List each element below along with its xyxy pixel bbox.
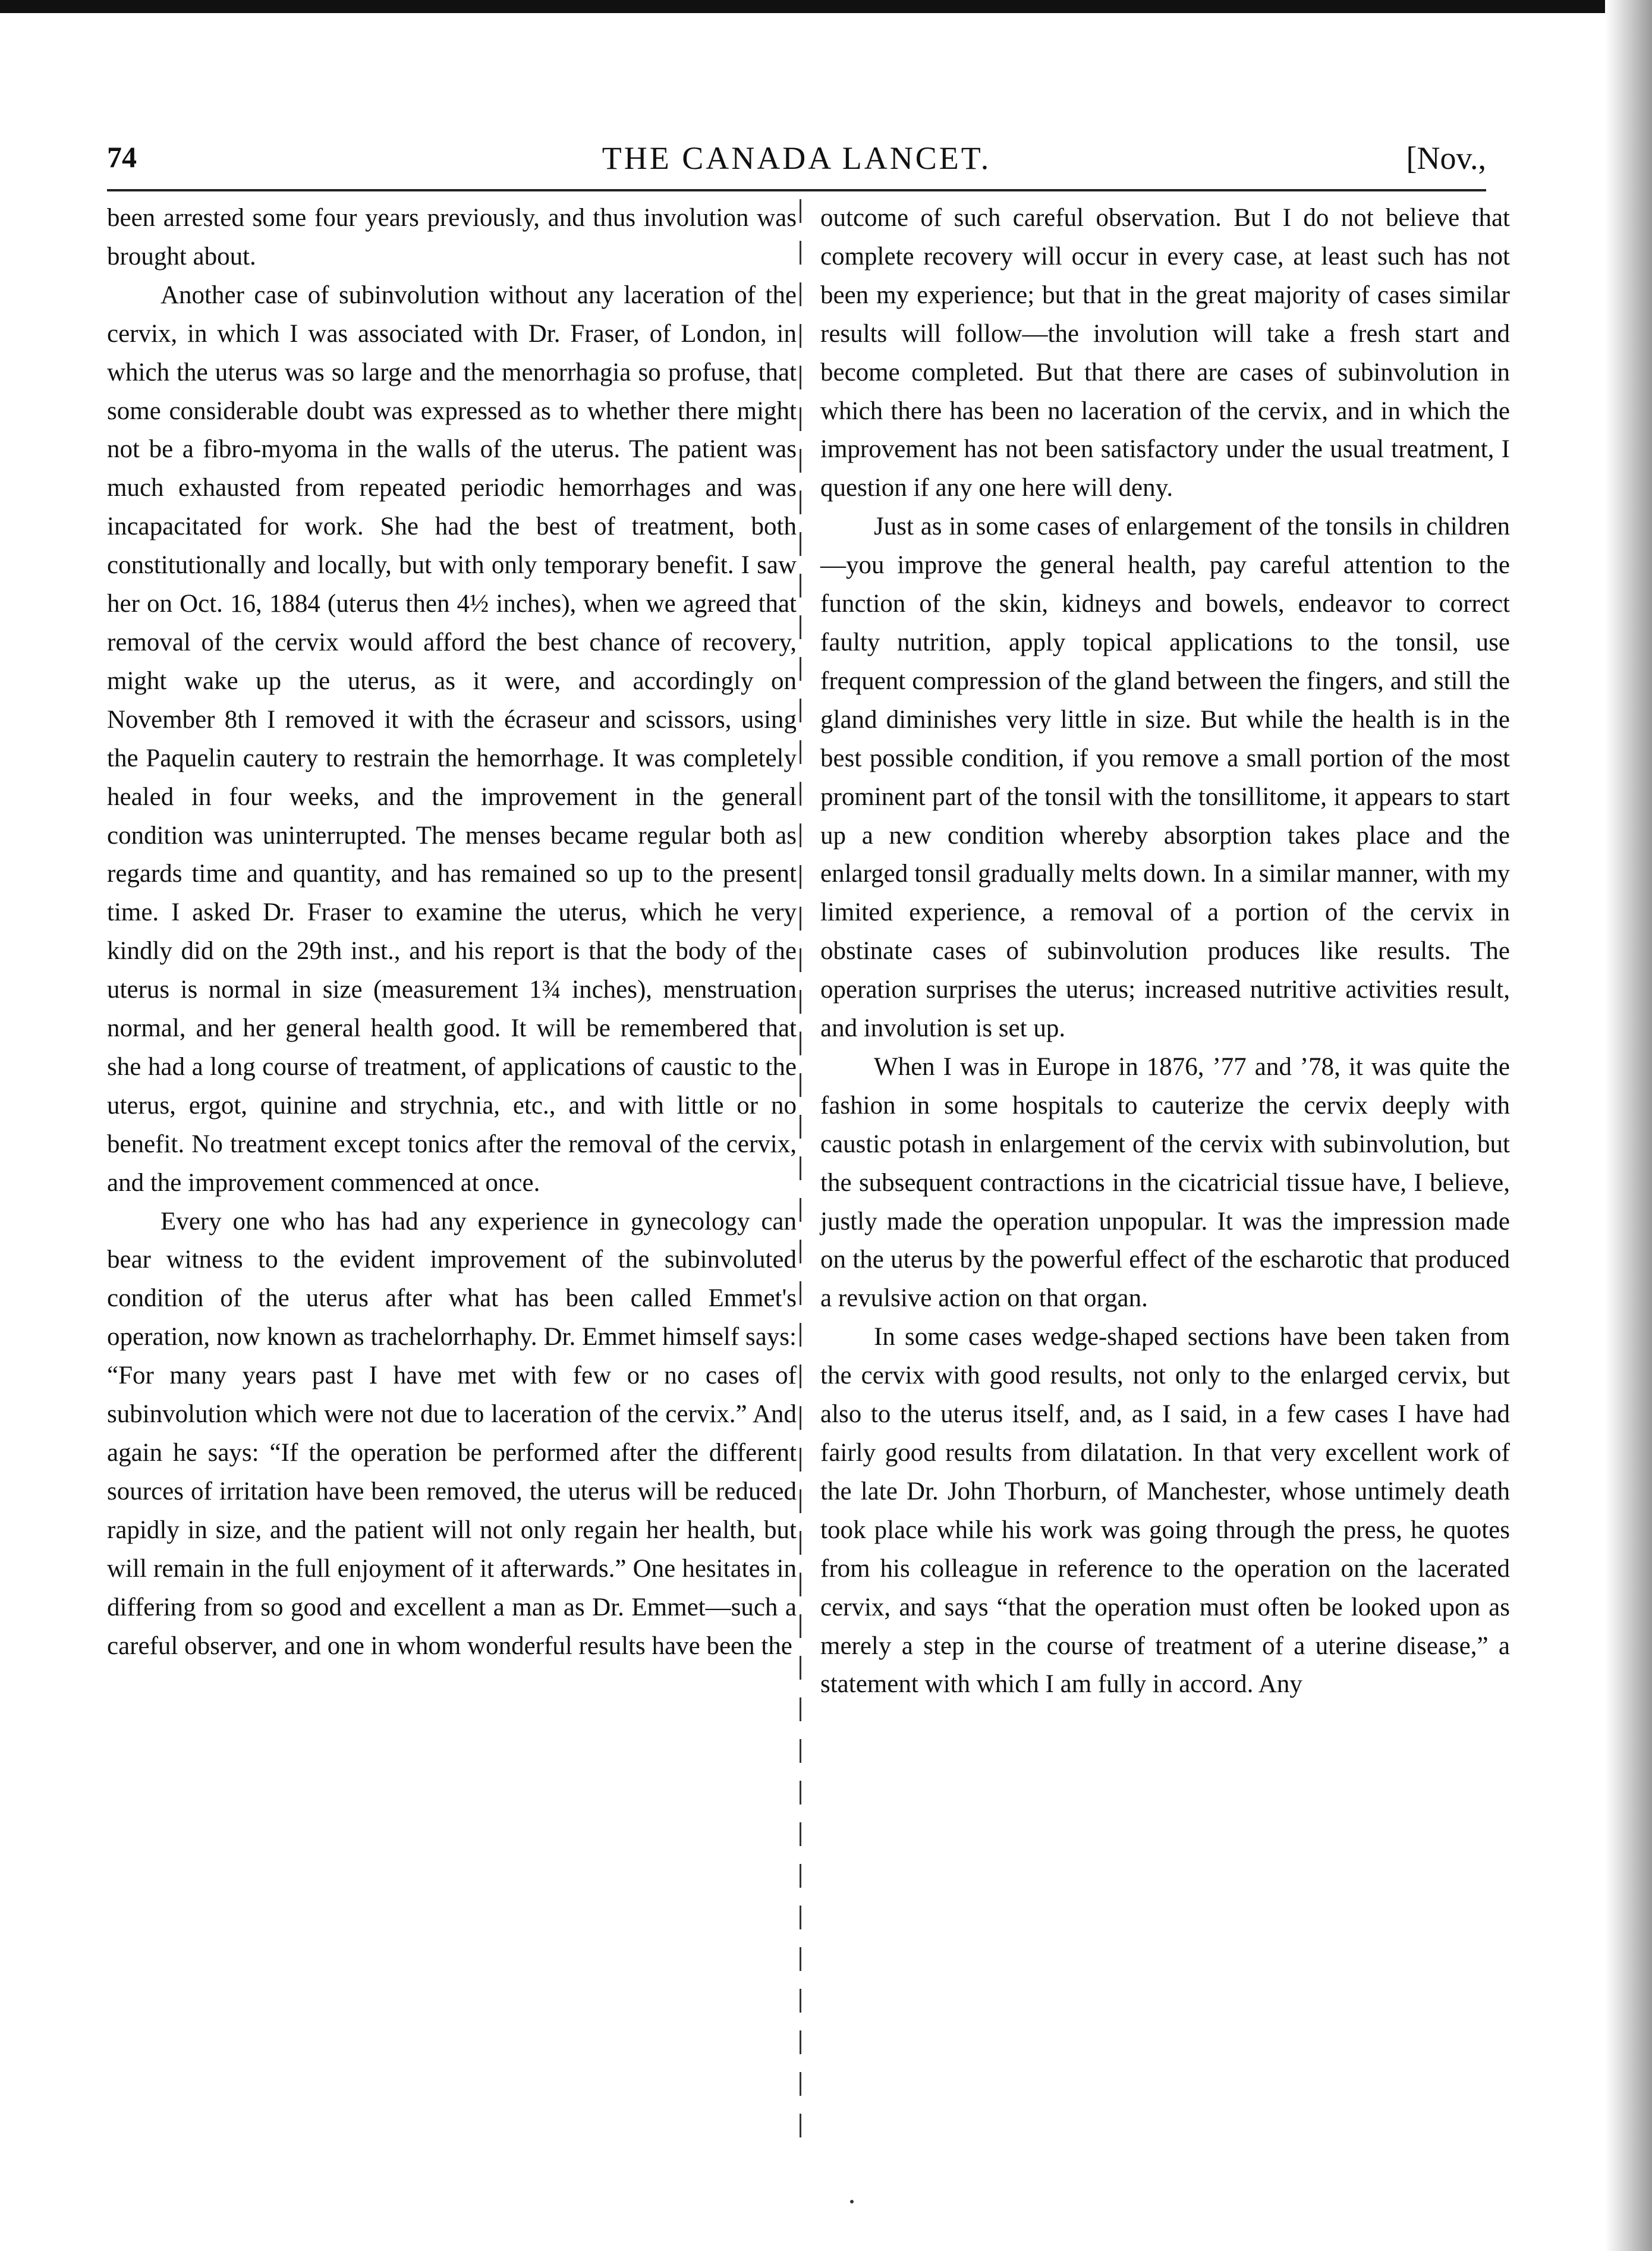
paragraph: outcome of such careful observation. But I do not believe that complete recovery will occur in every case, at least such has not been my experience; but that in the great majority of cases similar results will follow—the involution will take a fresh start and become completed. But that there are cases of subinvolution in which there has been no laceration of the cervix, and in which the improvement has not been satisfactory under the usual treatment, I question if any one here will deny. [820,204,1510,502]
journal-title: THE CANADA LANCET. [602,140,992,176]
issue-date: [Nov., [1406,140,1486,176]
right-column [820,199,1510,2161]
paragraph: Every one who has had any experience in gynecology can bear witness to the evident improvement of the subinvoluted condition of the uterus after what has been called Emmet's operation, now known as trachelorrhaphy. Dr. Emmet himself says: “For many years past I have met with few or no cases of subinvolution which were not due to laceration of the cervix.” And again he says: “If the operation be performed after the different sources of irritation have been removed, the uterus will be reduced rapidly in size, and the patient will not only regain her health, but will remain in the full enjoyment of it afterwards.” One hesitates in differing from so good and excellent a man as Dr. Emmet—such a careful observer, and one in whom wonderful results have been the [107,1207,797,1660]
paragraph: been arrested some four years previously, and thus involution was brought about. [107,204,797,271]
page-edge-shadow [1605,0,1652,2251]
left-column [107,199,797,2161]
paragraph: When I was in Europe in 1876, ’77 and ’78, it was quite the fashion in some hospitals to cauterize the cervix deeply with caustic potash in enlargement of the cervix with subinvolution, but the subsequent contractions in the cicatricial tissue have, I believe, justly made the operation unpopular. It was the impression made on the uterus by the powerful effect of the escharotic that produced a revulsive action on that organ. [820,1052,1510,1313]
column-divider [800,199,801,2149]
paragraph: Another case of subinvolution without any laceration of the cervix, in which I was associated with Dr. Fraser, of London, in which the uterus was so large and the menorrhagia so profuse, that some considerable doubt was expressed as to whether there might not be a fibro-myoma in the walls of the uterus. The patient was much exhausted from repeated periodic hemorrhages and was incapacitated for work. She had the best of treatment, both constitutionally and locally, but with only temporary benefit. I saw her on Oct. 16, 1884 (uterus then 4½ inches), when we agreed that removal of the cervix would afford the best chance of recovery, might wake up the uterus, as it were, and accordingly on November 8th I removed it with the écraseur and scissors, using the Paquelin cautery to restrain the hemorrhage. It was completely healed in four weeks, and the improvement in the general condition was uninterrupted. The menses became regular both as regards time and quantity, and has remained so up to the present time. I asked Dr. Fraser to examine the uterus, which he very kindly did on the 29th inst., and his report is that the body of the uterus is normal in size (measurement 1¾ inches), menstruation normal, and her general health good. It will be remembered that she had a long course of treatment, of applications of caustic to the uterus, ergot, quinine and strychnia, etc., and with little or no benefit. No treatment except tonics after the removal of the cervix, and the improvement commenced at once. [107,281,797,1197]
header-rule [107,189,1486,191]
print-speck [850,2200,854,2203]
paragraph: In some cases wedge-shaped sections have been taken from the cervix with good results, not only to the enlarged cervix, but also to the uterus itself, and, as I said, in a few cases I have had fairly good results from dilatation. In that very excellent work of the late Dr. John Thorburn, of Manchester, whose untimely death took place while his work was going through the press, he quotes from his colleague in reference to the operation on the lacerated cervix, and says “that the operation must often be looked upon as merely a step in the course of treatment of a uterine disease,” a statement with which I am fully in accord. Any [820,1323,1510,1699]
paragraph: Just as in some cases of enlargement of the tonsils in children—you improve the general health, pay careful attention to the function of the skin, kidneys and bowels, endeavor to correct faulty nutrition, apply topical applications to the tonsil, use frequent compression of the gland between the fingers, and still the gland diminishes very little in size. But while the health is in the best possible condition, if you remove a small portion of the most prominent part of the tonsil with the tonsillitome, it appears to start up a new condition whereby absorption takes place and the enlarged tonsil gradually melts down. In a similar manner, with my limited experience, a removal of a portion of the cervix in obstinate cases of subinvolution produces like results. The operation surprises the uterus; increased nutritive activities result, and involution is set up. [820,513,1510,1043]
top-border [0,0,1652,13]
page-number: 74 [107,140,137,174]
running-header [107,140,1486,187]
